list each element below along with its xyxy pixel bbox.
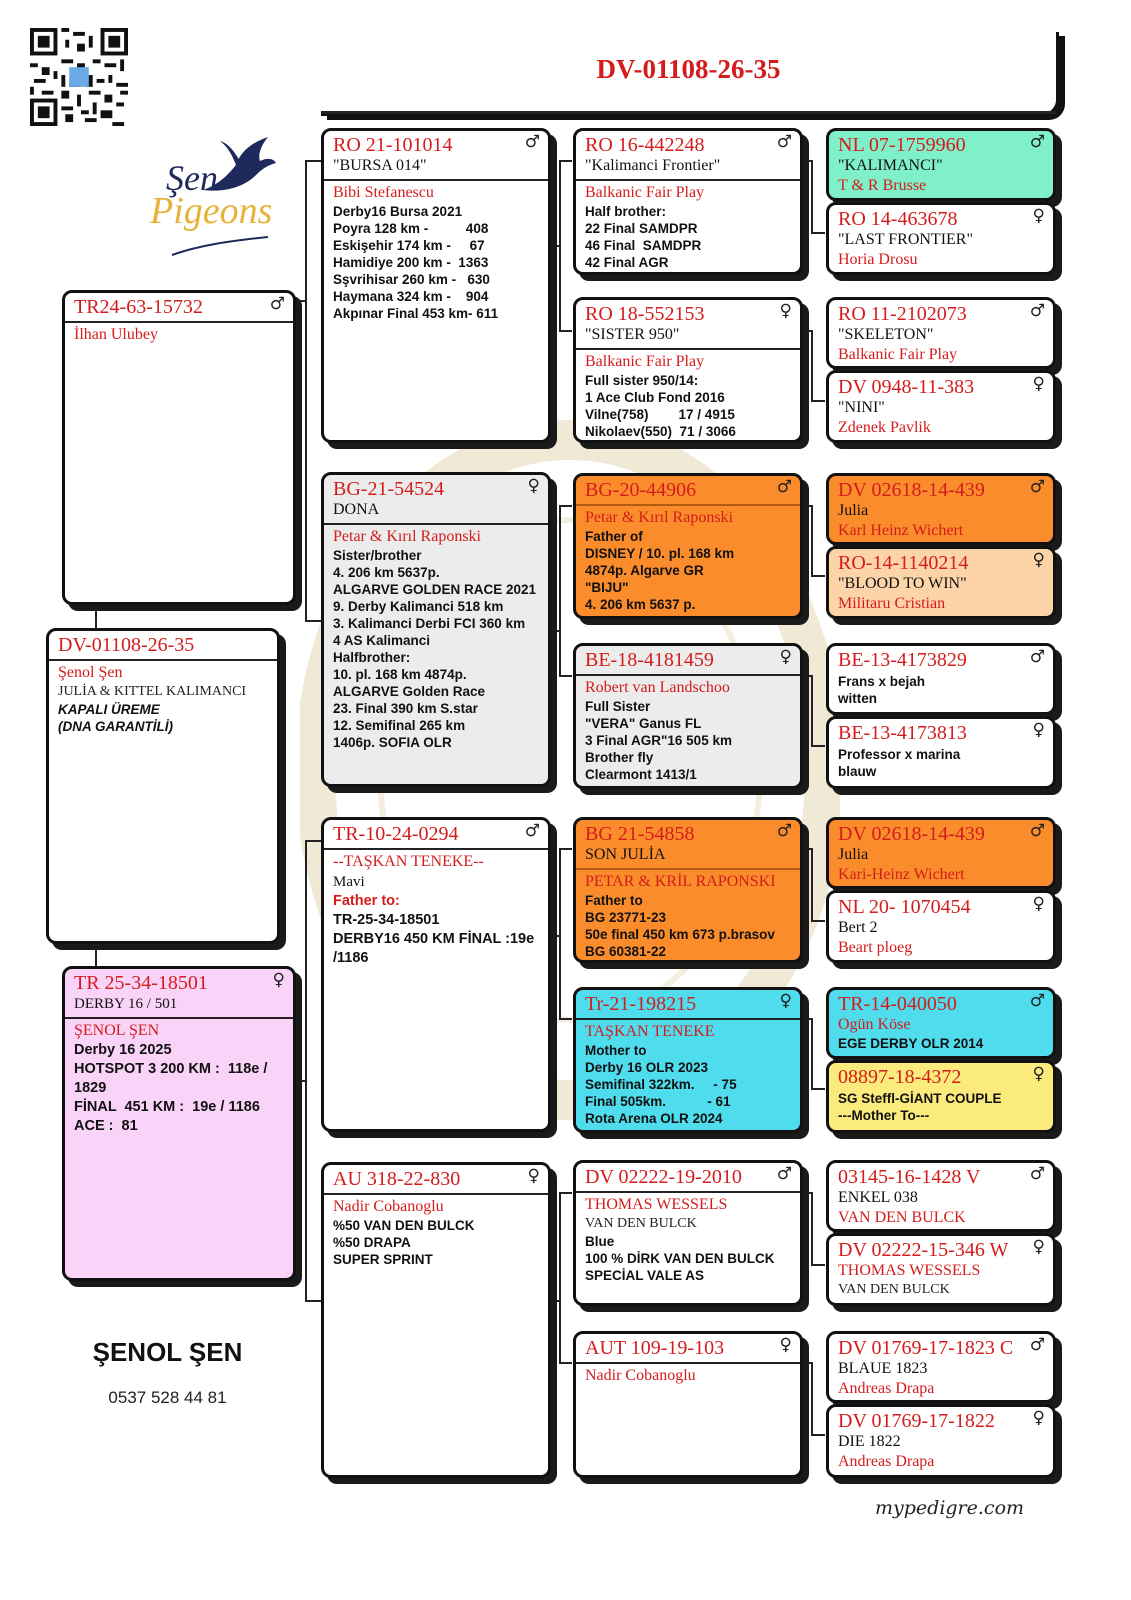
male-icon: ♂ xyxy=(1029,647,1045,667)
female-icon: ♀ xyxy=(527,1166,540,1186)
breeder-phone: 0537 528 44 81 xyxy=(108,1388,227,1407)
g4-card[interactable]: DV 01769-17-1823 C ♂ BLAUE 1823 Andreas Drapa xyxy=(826,1331,1056,1403)
female-icon: ♀ xyxy=(779,1335,792,1355)
g4-card[interactable]: BE-13-4173829 ♂ Frans x bejah witten xyxy=(826,643,1056,715)
male-icon: ♂ xyxy=(1029,1335,1045,1355)
grandparent-card[interactable]: TR-10-24-0294 ♂ --TAŞKAN TENEKE-- Mavi Father to: TR-25-34-18501 DERBY16 450 KM FİNAL :19e /1186 xyxy=(321,817,551,1132)
brand-swoosh xyxy=(170,235,270,259)
header-banner xyxy=(321,32,1059,116)
great-grandparent-card[interactable]: BG-20-44906 ♂ Petar & Kırıl Raponski Father of DISNEY / 10. pl. 168 km 4874p. Algarve GR "BIJU" 4. 206 km 5637 p. xyxy=(573,473,803,619)
great-grandparent-card[interactable]: DV 02222-19-2010 ♂ THOMAS WESSELS VAN DEN BULCK Blue 100 % DİRK VAN DEN BULCK SPECİAL VALE AS xyxy=(573,1160,803,1306)
sire-ring: TR24-63-15732 xyxy=(74,296,203,318)
subject-note-2: (DNA GARANTİLİ) xyxy=(58,719,173,734)
female-icon: ♀ xyxy=(1032,1064,1045,1084)
g4-card[interactable]: 08897-18-4372 ♀ SG Steffl-GİANT COUPLE ---Mother To--- xyxy=(826,1060,1056,1133)
female-icon: ♀ xyxy=(779,301,792,321)
male-icon: ♂ xyxy=(1029,301,1045,321)
sire-owner: İlhan Ulubey xyxy=(74,326,158,343)
g4-card[interactable]: NL 07-1759960 ♂ "KALIMANCI" T & R Brusse xyxy=(826,128,1056,201)
g4-card[interactable]: RO 14-463678 ♀ "LAST FRONTIER" Horia Drosu xyxy=(826,202,1056,275)
breeder-name: ŞENOL ŞEN xyxy=(92,1337,243,1367)
male-icon: ♂ xyxy=(1029,991,1045,1011)
female-icon: ♀ xyxy=(779,647,792,667)
male-icon: ♂ xyxy=(1029,821,1045,841)
subject-card[interactable] xyxy=(46,628,280,944)
female-icon: ♀ xyxy=(1032,894,1045,914)
great-grandparent-card[interactable]: BE-18-4181459 ♀ Robert van Landschoo Full Sister "VERA" Ganus FL 3 Final AGR"16 505 km Brother fly Clearmont 1413/1 xyxy=(573,643,803,789)
g4-card[interactable]: BE-13-4173813 ♀ Professor x marina blauw xyxy=(826,716,1056,789)
female-icon: ♀ xyxy=(779,991,792,1011)
dam-text: Derby 16 2025 HOTSPOT 3 200 KM : 118e / 1829 FİNAL 451 KM : 19e / 1186 ACE : 81 xyxy=(74,1042,268,1134)
male-icon: ♂ xyxy=(776,1164,792,1184)
male-icon: ♂ xyxy=(1029,477,1045,497)
grandparent-card[interactable]: BG-21-54524 ♀ DONA Petar & Kırıl Raponski Sister/brother 4. 206 km 5637p. ALGARVE GOLDEN RACE 2021 9. Derby Kalimanci 518 km 3. Kalimanci Derbi FCI 360 km 4 AS Kalimanci Halfbrother: 10. pl. 168 km 4874p. ALGARVE Golden Race 23. Final 390 km S.star 12. Semifinal 265 km 1406p. SOFIA OLR xyxy=(321,472,551,787)
brand-line2: Pigeons xyxy=(150,190,273,232)
female-icon: ♀ xyxy=(272,970,285,990)
grandparent-card[interactable]: AU 318-22-830 ♀ Nadir Cobanoglu %50 VAN DEN BULCK %50 DRAPA SUPER SPRINT xyxy=(321,1162,551,1478)
g4-card[interactable]: 03145-16-1428 V ♂ ENKEL 038 VAN DEN BULCK xyxy=(826,1160,1056,1232)
female-icon: ♀ xyxy=(1032,1237,1045,1257)
male-icon: ♂ xyxy=(524,821,540,841)
subject-line: JULİA & KITTEL KALIMANCI xyxy=(58,684,247,699)
great-grandparent-card[interactable]: AUT 109-19-103 ♀ Nadir Cobanoglu xyxy=(573,1331,803,1478)
female-icon: ♀ xyxy=(1032,720,1045,740)
g4-card[interactable]: DV 02618-14-439 ♂ Julia Kari-Heinz Wichert xyxy=(826,817,1056,889)
g4-card[interactable]: NL 20- 1070454 ♀ Bert 2 Beart ploeg xyxy=(826,890,1056,963)
g4-card[interactable]: TR-14-040050 ♂ Ogün Köse EGE DERBY OLR 2014 xyxy=(826,987,1056,1059)
sire-card[interactable] xyxy=(62,290,296,605)
dam-card[interactable] xyxy=(62,966,296,1281)
header-rule xyxy=(321,111,1056,114)
subject-note-1: KAPALI ÜREME xyxy=(58,702,160,717)
male-icon: ♂ xyxy=(524,132,540,152)
g4-card[interactable]: RO-14-1140214 ♀ "BLOOD TO WIN" Militaru Cristian xyxy=(826,546,1056,619)
g4-card[interactable]: DV 0948-11-383 ♀ "NINI" Zdenek Pavlik xyxy=(826,370,1056,443)
g4-card[interactable]: DV 01769-17-1822 ♀ DIE 1822 Andreas Drapa xyxy=(826,1404,1056,1478)
male-icon: ♂ xyxy=(269,294,285,314)
male-icon: ♂ xyxy=(776,132,792,152)
male-icon: ♂ xyxy=(1029,1164,1045,1184)
grandparent-card[interactable]: RO 21-101014 ♂ "BURSA 014" Bibi Stefanescu Derby16 Bursa 2021 Poyra 128 km - 408 Eskişehir 174 km - 67 Hamidiye 200 km - 1363 Sşvrihisar 260 km - 630 Haymana 324 km - 904 Akpınar Final 453 km- 611 xyxy=(321,128,551,443)
brand-logo xyxy=(140,135,290,265)
dam-ring: TR 25-34-18501 xyxy=(74,972,208,994)
site-link[interactable]: mypedigre.com xyxy=(875,1497,1025,1519)
great-grandparent-card[interactable]: BG 21-54858 ♂ SON JULİA PETAR & KRİL RAPONSKI Father to BG 23771-23 50e final 450 km 673 p.brasov BG 60381-22 xyxy=(573,817,803,963)
male-icon: ♂ xyxy=(1029,132,1045,152)
great-grandparent-card[interactable]: RO 18-552153 ♀ "SISTER 950" Balkanic Fair Play Full sister 950/14: 1 Ace Club Fond 2016 Vilne(758) 17 / 4915 Nikolaev(550) 71 / 3066 xyxy=(573,297,803,443)
male-icon: ♂ xyxy=(776,821,792,841)
female-icon: ♀ xyxy=(1032,550,1045,570)
g4-card[interactable]: RO 11-2102073 ♂ "SKELETON" Balkanic Fair Play xyxy=(826,297,1056,369)
dam-owner: ŞENOL ŞEN xyxy=(74,1022,160,1039)
great-grandparent-card[interactable]: RO 16-442248 ♂ "Kalimanci Frontier" Balkanic Fair Play Half brother: 22 Final SAMDPR 46 Final SAMDPR 42 Final AGR xyxy=(573,128,803,275)
female-icon: ♀ xyxy=(1032,1408,1045,1428)
subject-ring: DV-01108-26-35 xyxy=(58,634,195,656)
male-icon: ♂ xyxy=(776,477,792,497)
g4-card[interactable]: DV 02618-14-439 ♂ Julia Karl Heinz Wichert xyxy=(826,473,1056,545)
g4-card[interactable]: DV 02222-15-346 W ♀ THOMAS WESSELS VAN DEN BULCK xyxy=(826,1233,1056,1306)
subject-owner: Şenol Şen xyxy=(58,664,123,681)
great-grandparent-card[interactable]: Tr-21-198215 ♀ TAŞKAN TENEKE Mother to Derby 16 OLR 2023 Semifinal 322km. - 75 Final 505km. - 61 Rota Arena OLR 2024 xyxy=(573,987,803,1133)
brand-line1: Şen xyxy=(166,158,218,198)
female-icon: ♀ xyxy=(1032,206,1045,226)
female-icon: ♀ xyxy=(527,476,540,496)
qr-code xyxy=(30,28,128,126)
dam-name: DERBY 16 / 501 xyxy=(74,996,178,1012)
female-icon: ♀ xyxy=(1032,374,1045,394)
page-title: DV-01108-26-35 xyxy=(596,54,781,84)
